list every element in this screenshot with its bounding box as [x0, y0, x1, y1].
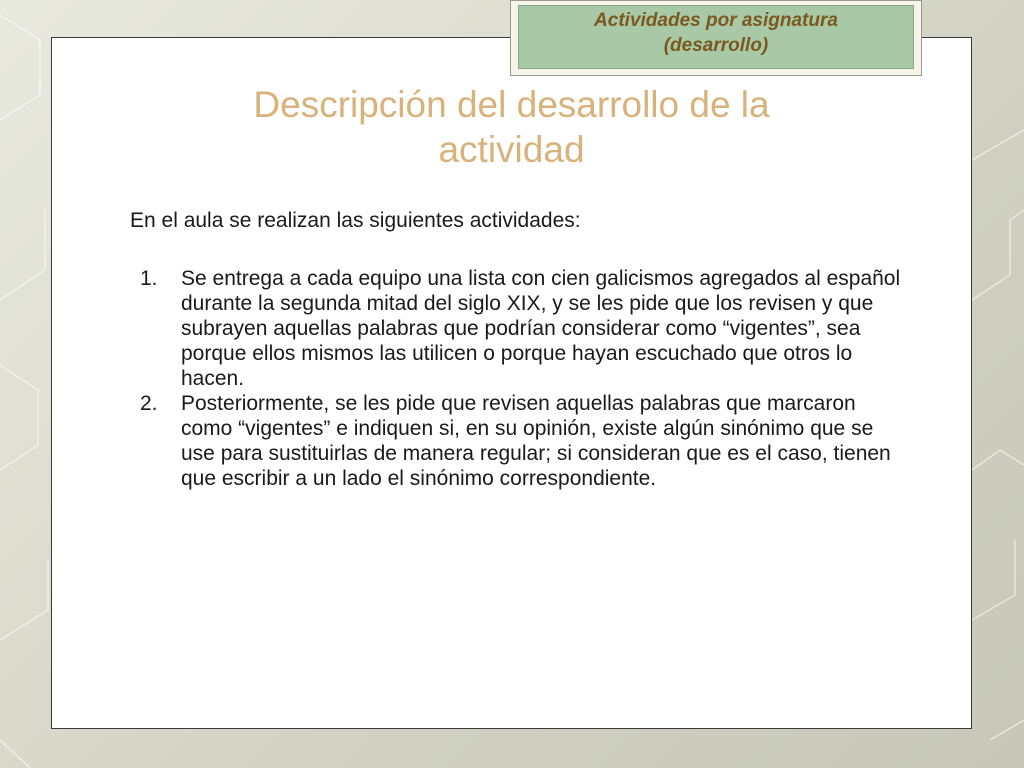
slide-title-line1: Descripción del desarrollo de la [253, 84, 770, 125]
list-item [140, 391, 910, 491]
slide-title-line2: actividad [438, 129, 585, 170]
list-item-text: Se entrega a cada equipo una lista con cien galicismos agregados al español durante la segunda mitad del siglo XIX, y se les pide que los revisen y que subrayen aquellas palabras que podrían considerar como “vigentes”, sea porque ellos mismos las utilicen o porque hayan escuchado que otros lo hacen. [181, 267, 901, 390]
list-item [140, 266, 910, 391]
section-tag [510, 0, 922, 76]
list-item-number: 2. [140, 392, 158, 415]
slide-title [51, 82, 972, 172]
activity-list [140, 266, 910, 491]
section-tag-label [518, 5, 914, 69]
intro-text: En el aula se realizan las siguientes actividades: [130, 209, 581, 232]
section-tag-line1: Actividades por asignatura [594, 10, 838, 31]
list-item-number: 1. [140, 267, 158, 290]
list-item-text: Posteriormente, se les pide que revisen aquellas palabras que marcaron como “vigentes” e indiquen si, en su opinión, existe algún sinónimo que se use para sustituirlas de manera regular; si consideran que es el caso, tienen que escribir a un lado el sinónimo correspondiente. [181, 392, 891, 490]
section-tag-line2: (desarrollo) [663, 35, 769, 56]
